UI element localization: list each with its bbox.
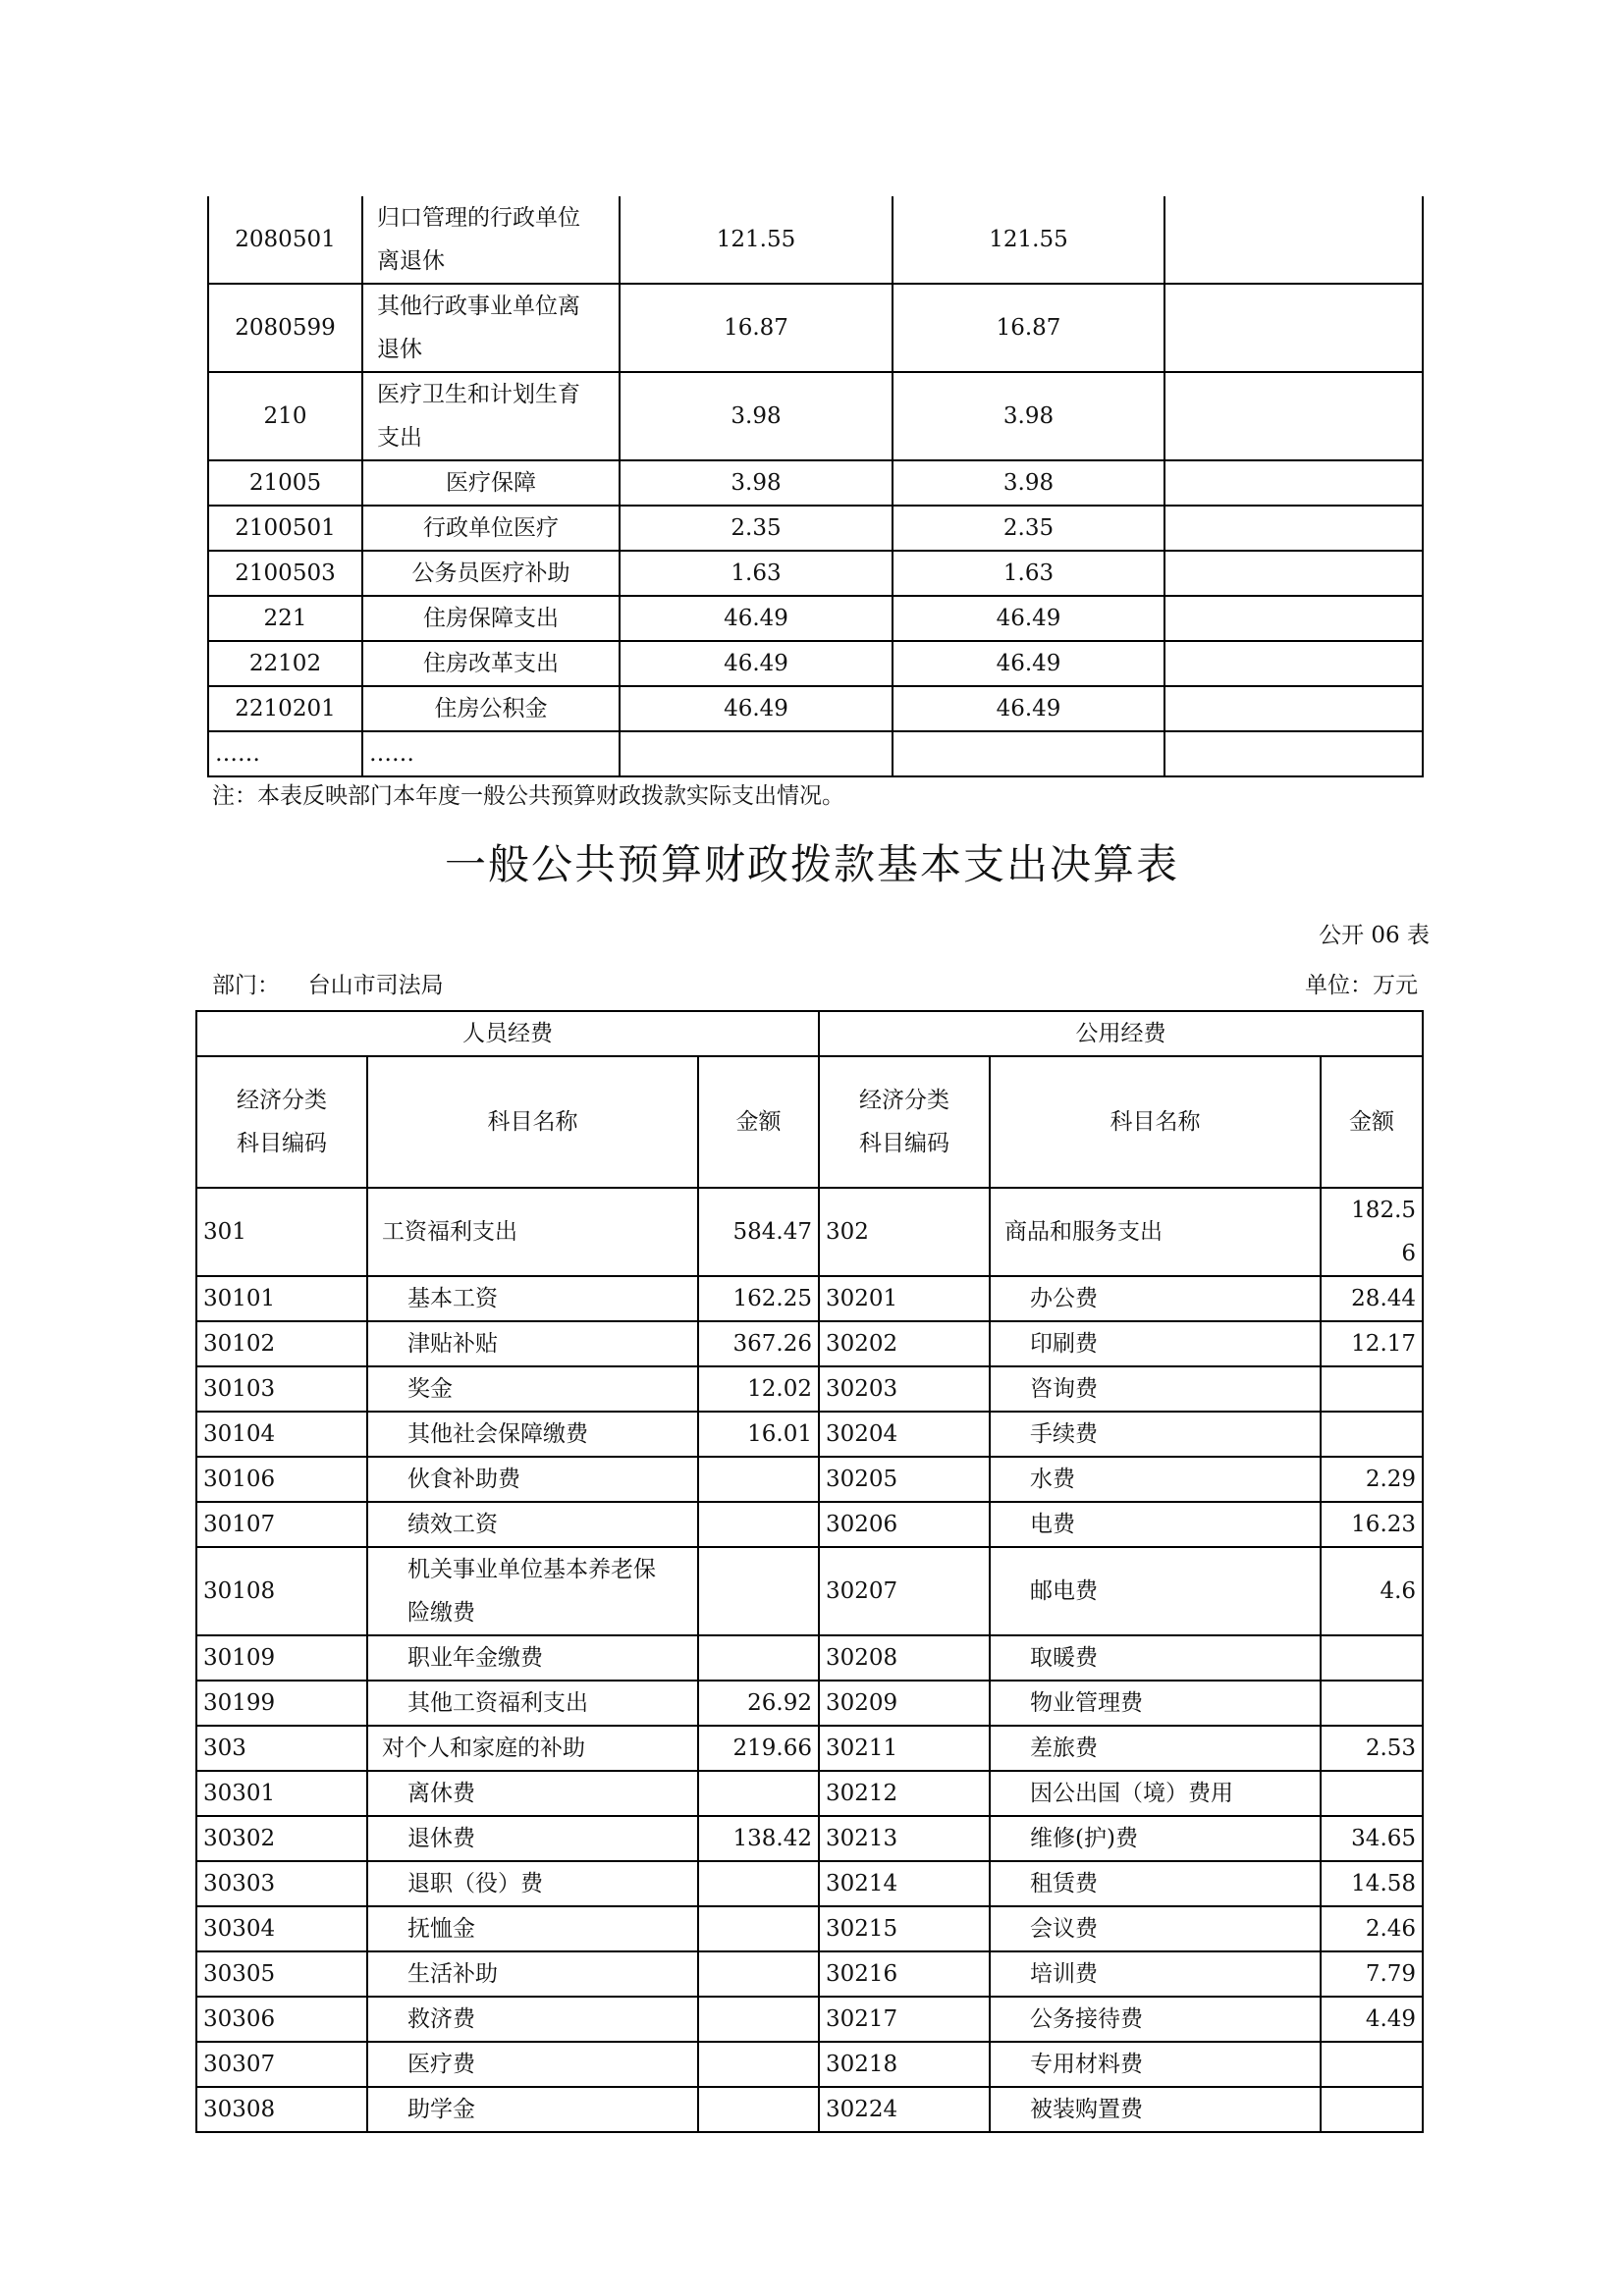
- left-code: 30101: [196, 1276, 367, 1321]
- row-name: 医疗保障: [362, 460, 620, 506]
- table-row: [208, 731, 1423, 776]
- table-note: 注：本表反映部门本年度一般公共预算财政拨款实际支出情况。: [212, 783, 844, 809]
- left-amount: [698, 1635, 819, 1681]
- right-amount: 182.5 6: [1321, 1188, 1423, 1276]
- right-amount: [1321, 1412, 1423, 1457]
- row-name: ……: [362, 731, 620, 776]
- group-header-personnel: 人员经费: [196, 1011, 819, 1056]
- left-amount: 162.25: [698, 1276, 819, 1321]
- right-amount: 34.65: [1321, 1816, 1423, 1861]
- row-value-v1: 46.49: [620, 596, 893, 641]
- right-amount: 2.46: [1321, 1906, 1423, 1951]
- right-code: 30208: [819, 1635, 990, 1681]
- row-code: 2080599: [208, 284, 362, 372]
- right-code: 30218: [819, 2042, 990, 2087]
- row-value-v1: 121.55: [620, 196, 893, 284]
- right-amount: [1321, 1771, 1423, 1816]
- col-header-code-right: 经济分类 科目编码: [819, 1056, 990, 1188]
- right-name: 邮电费: [990, 1547, 1321, 1635]
- row-value-v1: 16.87: [620, 284, 893, 372]
- left-amount: [698, 1547, 819, 1635]
- right-name: 物业管理费: [990, 1681, 1321, 1726]
- left-name: 职业年金缴费: [367, 1635, 698, 1681]
- left-name: 工资福利支出: [367, 1188, 698, 1276]
- right-code: 30209: [819, 1681, 990, 1726]
- row-value-v1: 46.49: [620, 641, 893, 686]
- left-code: 30303: [196, 1861, 367, 1906]
- right-name: 维修(护)费: [990, 1816, 1321, 1861]
- row-value-v1: [620, 731, 893, 776]
- row-value-v1: 1.63: [620, 551, 893, 596]
- table-row: [196, 2087, 1423, 2132]
- left-code: 30103: [196, 1366, 367, 1412]
- table-row: [196, 1276, 1423, 1321]
- left-name: 抚恤金: [367, 1906, 698, 1951]
- table-row: [196, 1635, 1423, 1681]
- row-name: 行政单位医疗: [362, 506, 620, 551]
- row-value-v3: [1164, 196, 1423, 284]
- row-code: 2210201: [208, 686, 362, 731]
- row-code: 221: [208, 596, 362, 641]
- table-row: [196, 1366, 1423, 1412]
- table-row: [196, 1997, 1423, 2042]
- row-name: 住房改革支出: [362, 641, 620, 686]
- left-name: 伙食补助费: [367, 1457, 698, 1502]
- table-row: [208, 372, 1423, 460]
- right-name: 水费: [990, 1457, 1321, 1502]
- left-code: 30301: [196, 1771, 367, 1816]
- table-row: [196, 1502, 1423, 1547]
- left-amount: [698, 2042, 819, 2087]
- right-code: 30201: [819, 1276, 990, 1321]
- row-value-v2: 3.98: [893, 372, 1164, 460]
- left-code: 30107: [196, 1502, 367, 1547]
- left-name: 离休费: [367, 1771, 698, 1816]
- left-amount: [698, 1457, 819, 1502]
- row-value-v2: 2.35: [893, 506, 1164, 551]
- right-name: 专用材料费: [990, 2042, 1321, 2087]
- left-code: 30304: [196, 1906, 367, 1951]
- left-code: 30102: [196, 1321, 367, 1366]
- col-header-name-left: 科目名称: [367, 1056, 698, 1188]
- right-code: 30213: [819, 1816, 990, 1861]
- left-name: 退职（役）费: [367, 1861, 698, 1906]
- col-header-amount-left: 金额: [698, 1056, 819, 1188]
- col-header-code-left: 经济分类 科目编码: [196, 1056, 367, 1188]
- table-row: [208, 596, 1423, 641]
- left-code: 30302: [196, 1816, 367, 1861]
- left-name: 基本工资: [367, 1276, 698, 1321]
- left-code: 303: [196, 1726, 367, 1771]
- row-value-v3: [1164, 372, 1423, 460]
- table-row: [196, 2042, 1423, 2087]
- right-code: 302: [819, 1188, 990, 1276]
- table-row: [208, 284, 1423, 372]
- right-code: 30206: [819, 1502, 990, 1547]
- department-name: 台山市司法局: [307, 973, 444, 998]
- left-name: 退休费: [367, 1816, 698, 1861]
- right-code: 30204: [819, 1412, 990, 1457]
- table-row: [208, 196, 1423, 284]
- left-name: 其他工资福利支出: [367, 1681, 698, 1726]
- right-amount: 16.23: [1321, 1502, 1423, 1547]
- row-value-v2: 46.49: [893, 596, 1164, 641]
- left-code: 30106: [196, 1457, 367, 1502]
- table-row: [196, 1951, 1423, 1997]
- table-row: [196, 1188, 1423, 1276]
- left-code: 30108: [196, 1547, 367, 1635]
- basic-expenditure-table: [195, 1010, 1424, 2133]
- right-code: 30224: [819, 2087, 990, 2132]
- right-name: 办公费: [990, 1276, 1321, 1321]
- left-amount: 219.66: [698, 1726, 819, 1771]
- left-code: 30199: [196, 1681, 367, 1726]
- right-name: 租赁费: [990, 1861, 1321, 1906]
- column-header-row: [196, 1056, 1423, 1188]
- row-value-v2: 46.49: [893, 686, 1164, 731]
- right-amount: 12.17: [1321, 1321, 1423, 1366]
- right-amount: 4.49: [1321, 1997, 1423, 2042]
- page-title: 一般公共预算财政拨款基本支出决算表: [444, 840, 1179, 888]
- table-row: [208, 506, 1423, 551]
- row-value-v3: [1164, 731, 1423, 776]
- right-name: 电费: [990, 1502, 1321, 1547]
- left-amount: [698, 1951, 819, 1997]
- row-name: 归口管理的行政单位 离退休: [362, 196, 620, 284]
- left-code: 301: [196, 1188, 367, 1276]
- table-row: [208, 641, 1423, 686]
- right-amount: 2.53: [1321, 1726, 1423, 1771]
- row-code: 21005: [208, 460, 362, 506]
- row-code: 2100503: [208, 551, 362, 596]
- right-code: 30212: [819, 1771, 990, 1816]
- group-header-row: [196, 1011, 1423, 1056]
- right-code: 30215: [819, 1906, 990, 1951]
- table-row: [208, 460, 1423, 506]
- left-amount: 12.02: [698, 1366, 819, 1412]
- left-amount: 584.47: [698, 1188, 819, 1276]
- table-row: [196, 1771, 1423, 1816]
- left-amount: 26.92: [698, 1681, 819, 1726]
- row-value-v2: 3.98: [893, 460, 1164, 506]
- right-name: 会议费: [990, 1906, 1321, 1951]
- left-amount: [698, 1997, 819, 2042]
- department-label: 部门：: [212, 973, 280, 998]
- col-header-amount-right: 金额: [1321, 1056, 1423, 1188]
- right-name: 因公出国（境）费用: [990, 1771, 1321, 1816]
- table-row: [196, 1457, 1423, 1502]
- left-code: 30307: [196, 2042, 367, 2087]
- left-amount: [698, 1771, 819, 1816]
- right-amount: 28.44: [1321, 1276, 1423, 1321]
- right-amount: 2.29: [1321, 1457, 1423, 1502]
- left-name: 津贴补贴: [367, 1321, 698, 1366]
- row-value-v2: 46.49: [893, 641, 1164, 686]
- table-row: [196, 1726, 1423, 1771]
- right-amount: 4.6: [1321, 1547, 1423, 1635]
- right-code: 30203: [819, 1366, 990, 1412]
- right-name: 被装购置费: [990, 2087, 1321, 2132]
- left-code: 30306: [196, 1997, 367, 2042]
- row-value-v2: 1.63: [893, 551, 1164, 596]
- right-name: 培训费: [990, 1951, 1321, 1997]
- right-amount: [1321, 1635, 1423, 1681]
- left-name: 医疗费: [367, 2042, 698, 2087]
- right-amount: 7.79: [1321, 1951, 1423, 1997]
- right-name: 公务接待费: [990, 1997, 1321, 2042]
- unit-label: 单位：万元: [1305, 973, 1418, 998]
- right-code: 30202: [819, 1321, 990, 1366]
- row-code: 22102: [208, 641, 362, 686]
- left-amount: 16.01: [698, 1412, 819, 1457]
- row-name: 其他行政事业单位离 退休: [362, 284, 620, 372]
- table-row: [196, 1906, 1423, 1951]
- right-code: 30205: [819, 1457, 990, 1502]
- row-code: 210: [208, 372, 362, 460]
- right-name: 印刷费: [990, 1321, 1321, 1366]
- right-code: 30216: [819, 1951, 990, 1997]
- right-name: 差旅费: [990, 1726, 1321, 1771]
- table-row: [196, 1681, 1423, 1726]
- left-amount: 138.42: [698, 1816, 819, 1861]
- table-row: [196, 1321, 1423, 1366]
- continuation-table: [207, 196, 1424, 777]
- left-name: 生活补助: [367, 1951, 698, 1997]
- row-name: 住房公积金: [362, 686, 620, 731]
- right-amount: 14.58: [1321, 1861, 1423, 1906]
- right-amount: [1321, 1366, 1423, 1412]
- row-value-v2: [893, 731, 1164, 776]
- right-code: 30217: [819, 1997, 990, 2042]
- row-code: 2080501: [208, 196, 362, 284]
- right-code: 30207: [819, 1547, 990, 1635]
- row-value-v3: [1164, 506, 1423, 551]
- left-name: 救济费: [367, 1997, 698, 2042]
- row-value-v3: [1164, 686, 1423, 731]
- row-value-v3: [1164, 596, 1423, 641]
- row-name: 公务员医疗补助: [362, 551, 620, 596]
- table-row: [208, 686, 1423, 731]
- row-value-v1: 2.35: [620, 506, 893, 551]
- col-header-name-right: 科目名称: [990, 1056, 1321, 1188]
- left-name: 奖金: [367, 1366, 698, 1412]
- row-code: 2100501: [208, 506, 362, 551]
- row-name: 医疗卫生和计划生育 支出: [362, 372, 620, 460]
- left-amount: 367.26: [698, 1321, 819, 1366]
- left-code: 30305: [196, 1951, 367, 1997]
- right-amount: [1321, 2087, 1423, 2132]
- row-code: ……: [208, 731, 362, 776]
- row-value-v1: 3.98: [620, 460, 893, 506]
- left-amount: [698, 1502, 819, 1547]
- table-row: [196, 1547, 1423, 1635]
- right-amount: [1321, 1681, 1423, 1726]
- left-name: 助学金: [367, 2087, 698, 2132]
- right-name: 商品和服务支出: [990, 1188, 1321, 1276]
- table-row: [196, 1412, 1423, 1457]
- table-row: [196, 1816, 1423, 1861]
- left-name: 其他社会保障缴费: [367, 1412, 698, 1457]
- table-row: [208, 551, 1423, 596]
- left-code: 30104: [196, 1412, 367, 1457]
- left-code: 30308: [196, 2087, 367, 2132]
- row-value-v3: [1164, 641, 1423, 686]
- row-value-v2: 121.55: [893, 196, 1164, 284]
- left-amount: [698, 1906, 819, 1951]
- row-value-v1: 46.49: [620, 686, 893, 731]
- table-row: [196, 1861, 1423, 1906]
- row-value-v3: [1164, 284, 1423, 372]
- right-amount: [1321, 2042, 1423, 2087]
- left-amount: [698, 1861, 819, 1906]
- group-header-public: 公用经费: [819, 1011, 1423, 1056]
- row-name: 住房保障支出: [362, 596, 620, 641]
- department-line: [212, 967, 444, 999]
- right-code: 30214: [819, 1861, 990, 1906]
- left-code: 30109: [196, 1635, 367, 1681]
- right-code: 30211: [819, 1726, 990, 1771]
- right-name: 取暖费: [990, 1635, 1321, 1681]
- form-number: 公开 06 表: [1319, 923, 1430, 948]
- right-name: 咨询费: [990, 1366, 1321, 1412]
- row-value-v3: [1164, 551, 1423, 596]
- left-name: 对个人和家庭的补助: [367, 1726, 698, 1771]
- left-amount: [698, 2087, 819, 2132]
- row-value-v1: 3.98: [620, 372, 893, 460]
- right-name: 手续费: [990, 1412, 1321, 1457]
- left-name: 绩效工资: [367, 1502, 698, 1547]
- row-value-v2: 16.87: [893, 284, 1164, 372]
- left-name: 机关事业单位基本养老保 险缴费: [367, 1547, 698, 1635]
- row-value-v3: [1164, 460, 1423, 506]
